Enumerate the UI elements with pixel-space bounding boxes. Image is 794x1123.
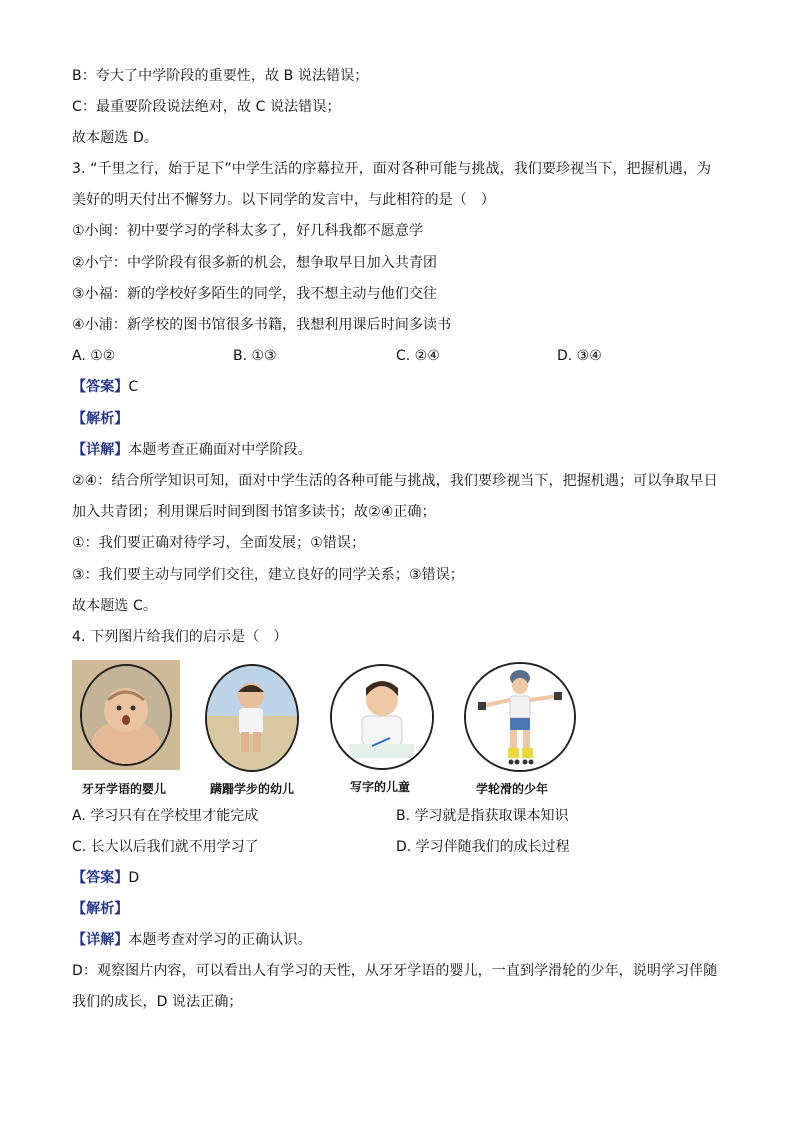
- toddler-illustration: [207, 666, 297, 770]
- explanation-line: 故本题选 C。: [72, 598, 157, 614]
- figure-row: [72, 660, 592, 800]
- detail-text: 本题考查对学习的正确认识。: [128, 932, 312, 948]
- q4-option-d: D. 学习伴随我们的成长过程: [396, 839, 570, 855]
- q3-option-a: A. ①②: [72, 348, 116, 364]
- figure-toddler: [202, 660, 302, 800]
- q3-option-b: B. ①③: [233, 348, 277, 364]
- q3-answer: [72, 377, 138, 397]
- figure-writing-child: [330, 660, 436, 800]
- explanation-line: 我们的成长，D 说法正确；: [72, 994, 243, 1010]
- q4-option-c: C. 长大以后我们就不用学习了: [72, 839, 259, 855]
- explanation-line: 加入共青团；利用课后时间到图书馆多读书；故②④正确；: [72, 504, 436, 520]
- statement-4: ④小浦：新学校的图书馆很多书籍，我想利用课后时间多读书: [72, 317, 452, 333]
- text-line: C：最重要阶段说法绝对，故 C 说法错误；: [72, 99, 341, 115]
- caption-baby: 牙牙学语的婴儿: [82, 782, 167, 796]
- detail-label: 【详解】: [72, 442, 129, 458]
- question-3-stem-cont: 美好的明天付出不懈努力。以下同学的发言中，与此相符的是（ ）: [72, 192, 495, 208]
- photo-baby: [80, 664, 172, 766]
- q4-answer: [72, 868, 139, 888]
- statement-3: ③小福：新的学校好多陌生的同学，我不想主动与他们交往: [72, 286, 438, 302]
- answer-value: C: [128, 379, 139, 395]
- detail-label: 【详解】: [72, 932, 129, 948]
- explanation-line: ①：我们要正确对待学习，全面发展；①错误；: [72, 535, 366, 551]
- q3-option-c: C. ②④: [396, 348, 440, 364]
- figure-skater: [462, 660, 580, 800]
- q4-detail: [72, 930, 312, 950]
- photo-skater: [464, 662, 576, 772]
- q4-analysis-label: 【解析】: [72, 901, 129, 917]
- answer-label: 【答案】: [72, 379, 129, 395]
- figure-baby: [72, 660, 182, 800]
- q4-option-a: A. 学习只有在学校里才能完成: [72, 808, 259, 824]
- question-4-stem: 4. 下列图片给我们的启示是（ ）: [72, 629, 288, 645]
- explanation-line: ③：我们要主动与同学们交往，建立良好的同学关系；③错误；: [72, 567, 464, 583]
- q3-detail: [72, 440, 312, 460]
- answer-label: 【答案】: [72, 870, 129, 886]
- q3-option-d: D. ③④: [557, 348, 602, 364]
- caption-skater: 学轮滑的少年: [476, 782, 549, 796]
- photo-toddler: [205, 664, 299, 772]
- statement-2: ②小宁：中学阶段有很多新的机会，想争取早日加入共青团: [72, 255, 438, 271]
- q4-option-b: B. 学习就是指获取课本知识: [396, 808, 569, 824]
- answer-value: D: [128, 870, 140, 886]
- statement-1: ①小闽：初中要学习的学科太多了，好几科我都不愿意学: [72, 223, 424, 239]
- caption-toddler: 蹒跚学步的幼儿: [210, 782, 295, 796]
- text-line: B：夸大了中学阶段的重要性，故 B 说法错误；: [72, 68, 369, 84]
- q3-analysis-label: 【解析】: [72, 411, 129, 427]
- question-3-stem: 3. “千里之行，始于足下”中学生活的序幕拉开，面对各种可能与挑战，我们要珍视当下，把握机遇，为: [72, 161, 712, 177]
- detail-text: 本题考查正确面对中学阶段。: [128, 442, 312, 458]
- explanation-line: D：观察图片内容，可以看出人有学习的天性，从牙牙学语的婴儿，一直到学滑轮的少年，说明学习伴随: [72, 963, 718, 979]
- text-line: 故本题选 D。: [72, 130, 158, 146]
- explanation-line: ②④：结合所学知识可知，面对中学生活的各种可能与挑战，我们要珍视当下，把握机遇；可以争取早日: [72, 473, 718, 489]
- baby-illustration: [82, 666, 170, 764]
- photo-writing-child: [330, 664, 434, 770]
- skater-illustration: [466, 664, 574, 770]
- writing-child-illustration: [332, 666, 432, 768]
- caption-writing-child: 写字的儿童: [350, 780, 411, 794]
